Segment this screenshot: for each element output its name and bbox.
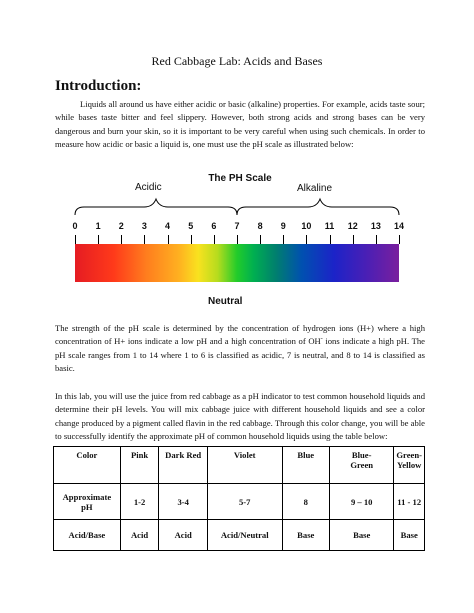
ph-number: 9 <box>280 221 286 231</box>
ph-scale-title: The PH Scale <box>208 173 272 184</box>
ph-number: 0 <box>72 221 78 231</box>
intro-paragraph: Liquids all around us have either acidic or basic (alkaline) properties. For example, acids taste sour; while bases taste bitter and feel slippery. However, both strong acids and strong bases can be very dangerous and burn your skin, so it is important to be very careful when using such chemicals. In order to measure how acidic or basic a liquid is, one must use the pH scale as illustrated below: <box>55 99 425 150</box>
ph-color-bar <box>75 244 399 282</box>
ph-tick <box>306 235 307 244</box>
table-cell: 5-7 <box>207 484 282 520</box>
ph-tick <box>330 235 331 244</box>
ph-number: 13 <box>370 221 381 231</box>
table-row <box>54 520 425 551</box>
ph-tick <box>260 235 261 244</box>
ph-tick <box>98 235 99 244</box>
table-cell: 3-4 <box>159 484 208 520</box>
acidic-label: Acidic <box>135 182 162 193</box>
table-cell: Acid <box>120 520 159 551</box>
ph-strength-text-a: The strength of the pH scale is determined by the concentration of hydrogen ions (H+) where a high concentration of H+ ions indicate a low pH and a high concentration of OH <box>55 323 425 347</box>
ph-number: 6 <box>211 221 217 231</box>
ph-tick <box>353 235 354 244</box>
ph-tick <box>214 235 215 244</box>
table-cell: Acid/Base <box>54 520 121 551</box>
document-title: Red Cabbage Lab: Acids and Bases <box>151 54 323 68</box>
table-cell: Base <box>330 520 394 551</box>
brace-icon <box>60 195 420 217</box>
table-cell: Base <box>282 520 330 551</box>
ph-tick <box>237 235 238 244</box>
introduction-heading: Introduction: <box>55 78 142 94</box>
ph-number: 8 <box>257 221 263 231</box>
table-cell: Base <box>394 520 425 551</box>
table-cell: 9 – 10 <box>330 484 394 520</box>
table-cell: Blue <box>282 447 330 484</box>
table-cell: Acid <box>159 520 208 551</box>
table-cell: 11 - 12 <box>394 484 425 520</box>
ph-tick <box>121 235 122 244</box>
table-row <box>54 484 425 520</box>
table-cell: Dark Red <box>159 447 208 484</box>
ph-number: 12 <box>347 221 358 231</box>
ph-number: 1 <box>95 221 101 231</box>
lab-description-paragraph: In this lab, you will use the juice from red cabbage as a pH indicator to test common household liquids and determine their pH levels. You will mix cabbage juice with different household liquids and see a color change produced by a pigment called flavin in the red cabbage. Through this color change, you will be able to successfully identify the approximate pH of common household liquids using the table below: <box>55 391 425 442</box>
ph-number: 2 <box>118 221 124 231</box>
ph-tick <box>144 235 145 244</box>
ph-number: 10 <box>301 221 312 231</box>
oh-superscript: - <box>320 336 323 343</box>
ph-strength-text-b: ions indicate a high pH. The pH scale ranges from 1 to 14 where 1 to 6 is classified as acidic, 7 is neutral, and 8 to 14 is classified as basic. <box>55 336 425 374</box>
color-ph-table <box>53 446 425 551</box>
table-header-row <box>54 447 425 484</box>
table-cell: 1-2 <box>120 484 159 520</box>
ph-number: 3 <box>141 221 147 231</box>
table-cell: 8 <box>282 484 330 520</box>
ph-tick <box>168 235 169 244</box>
table-cell: Violet <box>207 447 282 484</box>
ph-number: 7 <box>234 221 240 231</box>
neutral-label: Neutral <box>208 296 243 307</box>
table-cell: Blue- Green <box>330 447 394 484</box>
table-cell: Acid/Neutral <box>207 520 282 551</box>
ph-number: 14 <box>393 221 404 231</box>
ph-number: 5 <box>188 221 194 231</box>
ph-scale-diagram <box>60 165 420 315</box>
ph-strength-paragraph <box>55 322 425 376</box>
ph-tick <box>283 235 284 244</box>
ph-tick <box>376 235 377 244</box>
ph-tick <box>399 235 400 244</box>
alkaline-label: Alkaline <box>297 183 333 194</box>
ph-tick <box>75 235 76 244</box>
table-cell: Green- Yellow <box>394 447 425 484</box>
table-cell: Approximate pH <box>54 484 121 520</box>
table-cell: Color <box>54 447 121 484</box>
ph-number: 11 <box>324 221 335 231</box>
ph-tick <box>191 235 192 244</box>
ph-number: 4 <box>165 221 171 231</box>
table-cell: Pink <box>120 447 159 484</box>
